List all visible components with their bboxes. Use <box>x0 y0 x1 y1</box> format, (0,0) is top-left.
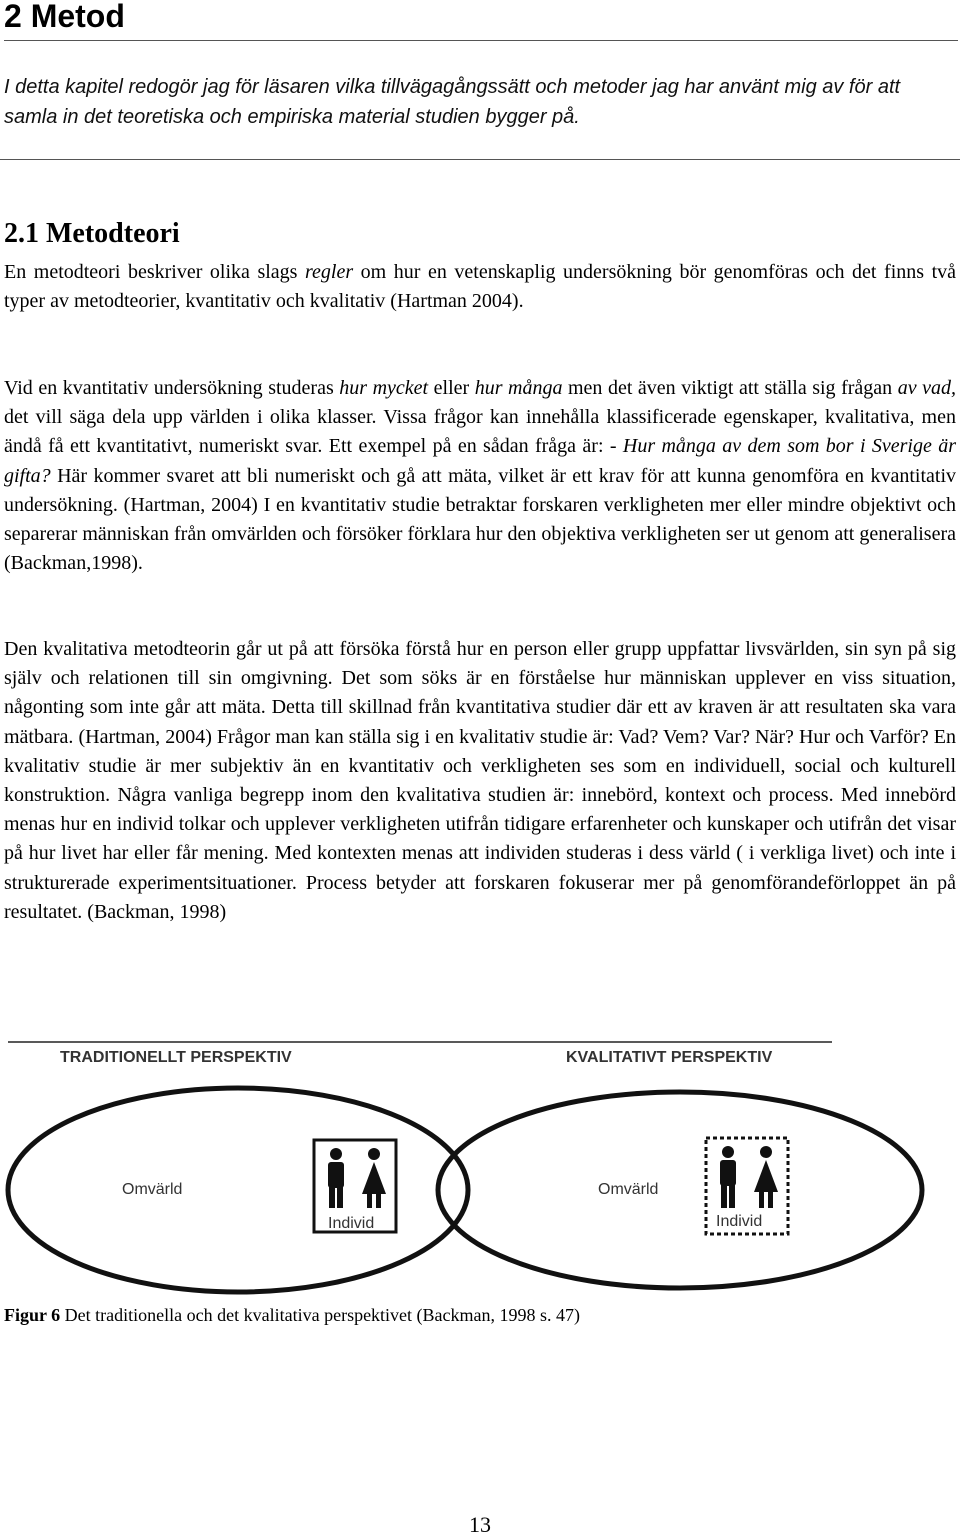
heading-rule <box>4 40 958 41</box>
man-icon <box>720 1146 736 1208</box>
chapter-heading: 2 Metod <box>4 0 125 34</box>
paragraph-2: Vid en kvantitativ undersökning studeras hur mycket eller hur många men det även viktigt att ställa sig frågan av vad, det vill säga dela upp världen i olika klasser. Vissa frågor kan innehålla klassificerade egenskaper, kvalitativa, men ändå få ett kvantitativt, numeriskt svar. Ett exempel på en sådan fråga är: - Hur många av dem som bor i Sverige är gifta? Här kommer svaret att bli numeriskt och gå att mäta, vilket är ett krav för att kunna genomföra en kvantitativ undersökning. (Hartman, 2004) I en kvantitativ studie betraktar forskaren verkligheten mer eller mindre objektivt och separerar människan från omvärlden och försöker förklara hur den objektiva verkligheten ser ut genom att generalisera (Backman,1998). <box>4 377 956 575</box>
paragraph-1: En metodteori beskriver olika slags regler om hur en vetenskaplig undersökning bör genomföras och det finns två typer av metodteorier, kvantitativ och kvalitativ (Hartman 2004). <box>4 261 957 313</box>
page-number: 13 <box>469 1512 491 1537</box>
man-icon <box>328 1148 344 1208</box>
qualitative-title: KVALITATIVT PERSPEKTIV <box>566 1049 773 1066</box>
traditional-title: TRADITIONELLT PERSPEKTIV <box>60 1049 292 1066</box>
paragraph-3: Den kvalitativa metodteorin går ut på att försöka förstå hur en person eller grupp uppfattar livsvärlden, sin syn på sig själv och relationen till sin omgivning. Det som söks är en förståelse hur människan upplever en viss situation, någonting som inte går att mäta. Detta till skillnad från kvantitativa studier där ett av kraven är att resultaten ska vara mätbara. (Hartman, 2004) Frågor man kan ställa sig i en kvalitativ studie är: Vad? Vem? Var? När? Hur och Varför? En kvalitativ studie är mer subjektiv än en kvantitativ och verkligheten ses som en individuell, social och kulturell konstruktion. Några vanliga begrepp inom den kvalitativa studien är: innebörd, kontext och process. Med innebörd menas hur en individ tolkar och upplever verkligheten utifrån tidigare erfarenheter och kunskaper och utifrån det visar på hur livet har eller får mening. Med kontexten menas att individen studeras i dess värld ( i verkliga livet) och inte i strukturerade experimentsituationer. Process betyder att forskaren fokuserar mer på genomförandeförloppet än på resultatet. (Backman, 1998) <box>4 638 956 923</box>
qualitative-outer-label: Omvärld <box>598 1181 659 1198</box>
qualitative-outer-ellipse <box>438 1092 922 1288</box>
qualitative-inner-label: Individ <box>716 1213 763 1230</box>
traditional-outer-ellipse <box>8 1088 468 1292</box>
woman-icon <box>362 1148 386 1208</box>
traditional-inner-label: Individ <box>328 1215 375 1232</box>
section-heading: 2.1 Metodteori <box>4 218 180 249</box>
perspective-figure <box>0 1030 960 1300</box>
woman-icon <box>754 1146 778 1208</box>
chapter-intro: I detta kapitel redogör jag för läsaren vilka tillvägagångssätt och metoder jag har använt mig av för att samla in det teoretiska och empiriska material studien bygger på. <box>4 76 901 128</box>
intro-rule <box>0 159 960 160</box>
traditional-outer-label: Omvärld <box>122 1181 183 1198</box>
figure-caption: Figur 6 Det traditionella och det kvalitativa perspektivet (Backman, 1998 s. 47) <box>4 1305 581 1325</box>
